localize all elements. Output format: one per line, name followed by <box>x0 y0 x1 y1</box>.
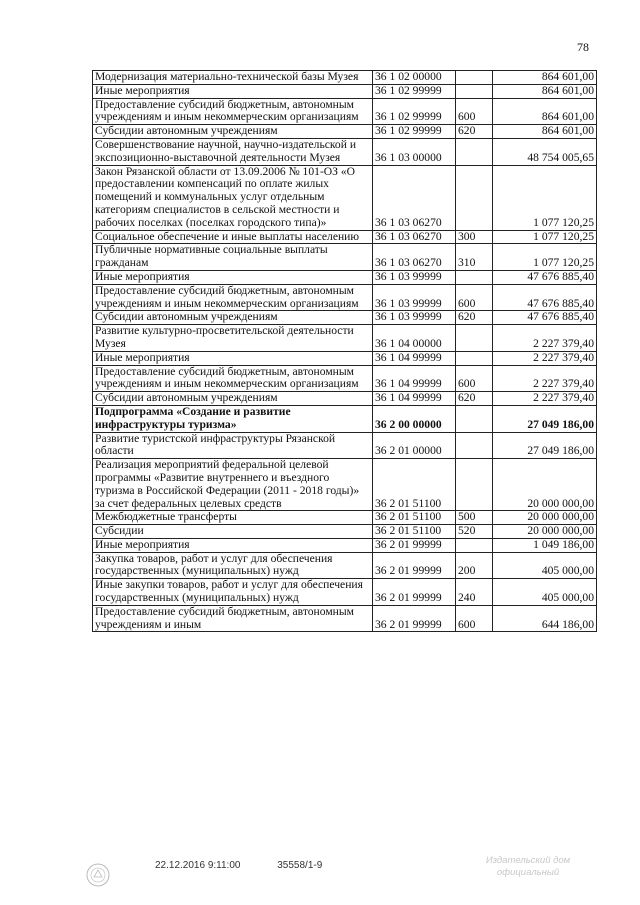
row-amount: 2 227 379,40 <box>493 365 597 392</box>
table-row <box>93 405 597 432</box>
watermark <box>453 855 603 879</box>
table-row <box>93 138 597 165</box>
table-row <box>93 365 597 392</box>
row-name: Межбюджетные трансферты <box>93 511 373 525</box>
row-amount: 27 049 186,00 <box>493 432 597 459</box>
row-name: Публичные нормативные социальные выплаты гражданам <box>93 244 373 271</box>
row-code: 36 1 03 06270 <box>373 165 456 230</box>
seal-icon <box>85 862 111 888</box>
row-amount: 864 601,00 <box>493 84 597 98</box>
row-type: 310 <box>456 244 493 271</box>
table-row <box>93 98 597 125</box>
row-code: 36 2 01 51100 <box>373 511 456 525</box>
row-amount: 864 601,00 <box>493 98 597 125</box>
row-name: Социальное обеспечение и иные выплаты населению <box>93 230 373 244</box>
table-row <box>93 284 597 311</box>
row-amount: 47 676 885,40 <box>493 311 597 325</box>
table-row <box>93 244 597 271</box>
row-amount: 2 227 379,40 <box>493 325 597 352</box>
document-footer <box>155 860 356 871</box>
table-row <box>93 351 597 365</box>
row-type: 240 <box>456 579 493 606</box>
row-name: Предоставление субсидий бюджетным, автономным учреждениям и иным некоммерческим организациям <box>93 284 373 311</box>
table-row <box>93 270 597 284</box>
row-amount: 20 000 000,00 <box>493 511 597 525</box>
row-type: 520 <box>456 525 493 539</box>
row-type: 200 <box>456 552 493 579</box>
row-type <box>456 459 493 511</box>
row-type <box>456 405 493 432</box>
row-code: 36 1 03 00000 <box>373 138 456 165</box>
row-code: 36 1 02 99999 <box>373 84 456 98</box>
row-type: 620 <box>456 311 493 325</box>
row-amount: 864 601,00 <box>493 71 597 85</box>
row-code: 36 2 00 00000 <box>373 405 456 432</box>
row-type: 600 <box>456 605 493 632</box>
table-row <box>93 392 597 406</box>
row-code: 36 1 02 99999 <box>373 125 456 139</box>
footer-datetime: 22.12.2016 9:11:00 <box>155 860 241 871</box>
table-row <box>93 230 597 244</box>
watermark-line-2: официальный <box>496 867 560 878</box>
row-type: 620 <box>456 392 493 406</box>
row-code: 36 1 02 99999 <box>373 98 456 125</box>
page-number: 78 <box>577 40 589 54</box>
row-name: Субсидии автономным учреждениям <box>93 125 373 139</box>
row-name: Предоставление субсидий бюджетным, автономным учреждениям и иным некоммерческим организациям <box>93 365 373 392</box>
row-name: Предоставление субсидий бюджетным, автономным учреждениям и иным <box>93 605 373 632</box>
row-amount: 20 000 000,00 <box>493 459 597 511</box>
row-type <box>456 71 493 85</box>
table-row <box>93 311 597 325</box>
row-code: 36 1 03 99999 <box>373 311 456 325</box>
row-amount: 405 000,00 <box>493 552 597 579</box>
row-type: 600 <box>456 98 493 125</box>
row-amount: 1 077 120,25 <box>493 244 597 271</box>
row-amount: 47 676 885,40 <box>493 270 597 284</box>
row-name: Иные мероприятия <box>93 84 373 98</box>
table-row <box>93 605 597 632</box>
table-row <box>93 552 597 579</box>
row-amount: 1 049 186,00 <box>493 538 597 552</box>
row-amount: 644 186,00 <box>493 605 597 632</box>
row-type <box>456 351 493 365</box>
row-name: Субсидии <box>93 525 373 539</box>
row-name: Иные мероприятия <box>93 351 373 365</box>
row-name: Предоставление субсидий бюджетным, автономным учреждениям и иным некоммерческим организациям <box>93 98 373 125</box>
row-type <box>456 165 493 230</box>
table-row <box>93 432 597 459</box>
row-name: Развитие туристской инфраструктуры Рязанской области <box>93 432 373 459</box>
row-type <box>456 84 493 98</box>
row-code: 36 2 01 99999 <box>373 579 456 606</box>
row-name: Закупка товаров, работ и услуг для обеспечения государственных (муниципальных) нужд <box>93 552 373 579</box>
table-row <box>93 325 597 352</box>
table-row <box>93 579 597 606</box>
row-code: 36 2 01 00000 <box>373 432 456 459</box>
row-name: Иные мероприятия <box>93 270 373 284</box>
row-type <box>456 138 493 165</box>
row-amount: 1 077 120,25 <box>493 165 597 230</box>
row-type <box>456 270 493 284</box>
row-name: Модернизация материально-технической базы Музея <box>93 71 373 85</box>
row-code: 36 1 03 99999 <box>373 270 456 284</box>
row-code: 36 1 04 99999 <box>373 365 456 392</box>
row-code: 36 2 01 99999 <box>373 552 456 579</box>
table-row <box>93 125 597 139</box>
row-code: 36 1 02 00000 <box>373 71 456 85</box>
budget-table-body <box>93 71 597 632</box>
row-code: 36 2 01 51100 <box>373 459 456 511</box>
row-name: Субсидии автономным учреждениям <box>93 311 373 325</box>
row-name: Реализация мероприятий федеральной целевой программы «Развитие внутреннего и въездного туризма в Российской Федерации (2011 - 2018 годы)» за счет федеральных целевых средств <box>93 459 373 511</box>
row-amount: 405 000,00 <box>493 579 597 606</box>
row-code: 36 1 04 99999 <box>373 392 456 406</box>
row-amount: 47 676 885,40 <box>493 284 597 311</box>
table-row <box>93 84 597 98</box>
row-name: Иные мероприятия <box>93 538 373 552</box>
row-amount: 27 049 186,00 <box>493 405 597 432</box>
row-type: 600 <box>456 365 493 392</box>
table-row <box>93 525 597 539</box>
row-type: 300 <box>456 230 493 244</box>
row-amount: 864 601,00 <box>493 125 597 139</box>
table-row <box>93 538 597 552</box>
row-type: 620 <box>456 125 493 139</box>
row-code: 36 1 03 06270 <box>373 244 456 271</box>
row-name: Иные закупки товаров, работ и услуг для обеспечения государственных (муниципальных) нужд <box>93 579 373 606</box>
row-amount: 48 754 005,65 <box>493 138 597 165</box>
row-code: 36 1 04 99999 <box>373 351 456 365</box>
row-type: 500 <box>456 511 493 525</box>
row-type <box>456 325 493 352</box>
row-name: Развитие культурно-просветительской деятельности Музея <box>93 325 373 352</box>
row-type <box>456 432 493 459</box>
row-code: 36 2 01 51100 <box>373 525 456 539</box>
footer-doc-id: 35558/1-9 <box>277 860 323 871</box>
row-code: 36 2 01 99999 <box>373 605 456 632</box>
table-row <box>93 165 597 230</box>
row-code: 36 1 03 99999 <box>373 284 456 311</box>
budget-table <box>92 70 597 632</box>
table-row <box>93 71 597 85</box>
row-name: Закон Рязанской области от 13.09.2006 № 101-ОЗ «О предоставлении компенсаций по оплате жилых помещений и коммунальных услуг отдельным категориям специалистов в сельской местности и рабочих поселках (поселках городского типа)» <box>93 165 373 230</box>
row-amount: 1 077 120,25 <box>493 230 597 244</box>
table-row <box>93 459 597 511</box>
row-amount: 2 227 379,40 <box>493 351 597 365</box>
row-amount: 20 000 000,00 <box>493 525 597 539</box>
row-name: Совершенствование научной, научно-издательской и экспозиционно-выставочной деятельности Музея <box>93 138 373 165</box>
row-amount: 2 227 379,40 <box>493 392 597 406</box>
row-code: 36 1 03 06270 <box>373 230 456 244</box>
row-code: 36 2 01 99999 <box>373 538 456 552</box>
row-type <box>456 538 493 552</box>
row-type: 600 <box>456 284 493 311</box>
watermark-line-1: Издательский дом <box>485 855 571 866</box>
table-row <box>93 511 597 525</box>
row-name: Подпрограмма «Создание и развитие инфраструктуры туризма» <box>93 405 373 432</box>
row-name: Субсидии автономным учреждениям <box>93 392 373 406</box>
row-code: 36 1 04 00000 <box>373 325 456 352</box>
